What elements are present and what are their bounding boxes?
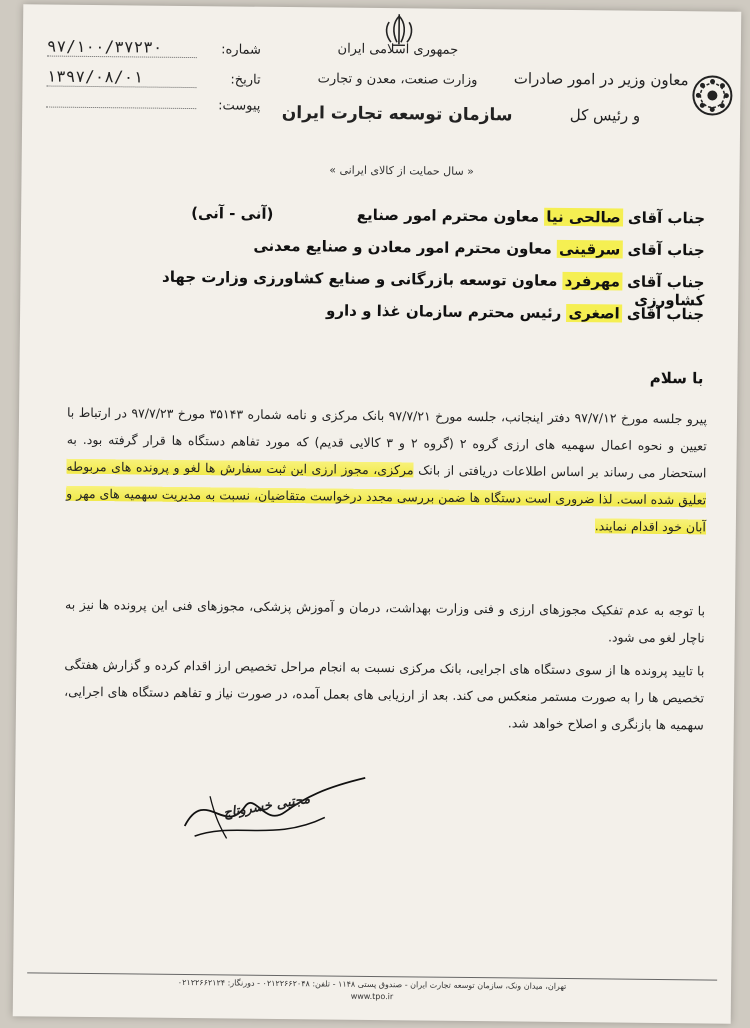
letter-date-value: ۱۳۹۷/۰۸/۰۱ — [46, 67, 196, 89]
letter-date-row — [46, 67, 266, 89]
body-paragraph-1-text: پیرو جلسه مورخ ۹۷/۷/۱۲ دفتر اینجانب، جلسه مورخ ۹۷/۷/۲۱ بانک مرکزی و نامه شماره ۳۵۱۴۳ مورخ ۹۷/۷/۲۳ در ارتباط با تعیین و نحوه اعمال سهمیه های ارزی گروه ۲ (گروه ۲ و ۳ کالایی قدیم) که مورد تفاهم دستگاه ها قرار گرفته بود. به استحضار می رساند بر اساس اطلاعات دریافتی از بانک — [66, 404, 708, 481]
addressee-line: جناب آقای اصغری رئیس محترم سازمان غذا و دارو — [326, 301, 705, 324]
deputy-subtitle: و رئیس کل — [569, 105, 641, 125]
addressee-line: جناب آقای مهرفرد معاون توسعه بازرگانی و صنایع کشاورزی وزارت جهاد کشاورزی — [161, 267, 705, 310]
addressee-name: صالحی نیا — [546, 207, 621, 227]
body-paragraph-3: با تایید پرونده ها از سوی دستگاه های اجرایی، بانک مرکزی نسبت به انجام مراحل تخصیص ارز اقدام کرده و گزارش هفتگی تخصیص ها را به صورت مستمر منعکس می کند. بعد از ارزیابی های بعمل آمده، در صورت نیاز و تفاهم دستگاه های اجرایی، سهمیه ها بازنگری و اصلاح خواهد شد. — [64, 656, 705, 733]
body-paragraph-1 — [66, 399, 707, 541]
urgency-mark: (آنی - آنی) — [191, 204, 274, 223]
letter-number-value: ۹۷/۱۰۰/۳۷۲۳۰ — [47, 37, 197, 59]
year-slogan: « سال حمایت از کالای ایرانی » — [329, 163, 475, 178]
addressee-name: اصغری — [568, 303, 620, 323]
addressee-line: جناب آقای صالحی نیا معاون محترم امور صنایع — [356, 205, 706, 228]
addressee-line: جناب آقای سرقینی معاون محترم امور معادن و صنایع معدنی — [253, 236, 705, 260]
letter-number-label: شماره: — [221, 42, 262, 58]
letter-page — [13, 4, 742, 1023]
republic-title: جمهوری اسلامی ایران — [337, 41, 459, 58]
highlighted-passage: مرکزی، مجوز ارزی این ثبت سفارش ها لغو و پرونده های مربوطه تعلیق شده است. لذا ضروری است دستگاه ها ضمن بررسی مجدد درخواست متقاضیان، نسبت به مدیریت سهمیه های مهر و آبان خود اقدام نمایند. — [66, 458, 707, 535]
organization-title: سازمان توسعه تجارت ایران — [281, 102, 513, 126]
signatory-name: مجتبی خسروتاج — [222, 791, 312, 821]
tpo-logo-icon — [690, 73, 734, 117]
footer-website: www.tpo.ir — [350, 991, 394, 1002]
letter-attachment-label: پیوست: — [218, 98, 261, 114]
letter-number-row — [47, 37, 267, 59]
addressee-name: مهرفرد — [564, 271, 621, 291]
letter-date-label: تاریخ: — [230, 72, 261, 88]
footer-address: تهران، میدان ونک، سازمان توسعه تجارت ایران - صندوق پستی ۱۱۴۸ - تلفن: ۰۲۱۲۲۶۶۲۰۴۸ - دورنگار: ۰۲۱۲۲۶۶۲۱۲۴ — [27, 972, 717, 992]
body-paragraph-2: با توجه به عدم تفکیک مجوزهای ارزی و فنی وزارت بهداشت، درمان و آموزش پزشکی، مجوزهای فنی این پرونده ها نیز به ناچار لغو می شود. — [64, 596, 706, 646]
salutation: با سلام — [649, 368, 704, 388]
deputy-title: معاون وزیر در امور صادرات — [513, 69, 689, 90]
addressee-name: سرقینی — [558, 239, 621, 259]
letter-attachment-row — [46, 97, 266, 114]
ministry-title: وزارت صنعت، معدن و تجارت — [317, 71, 478, 89]
